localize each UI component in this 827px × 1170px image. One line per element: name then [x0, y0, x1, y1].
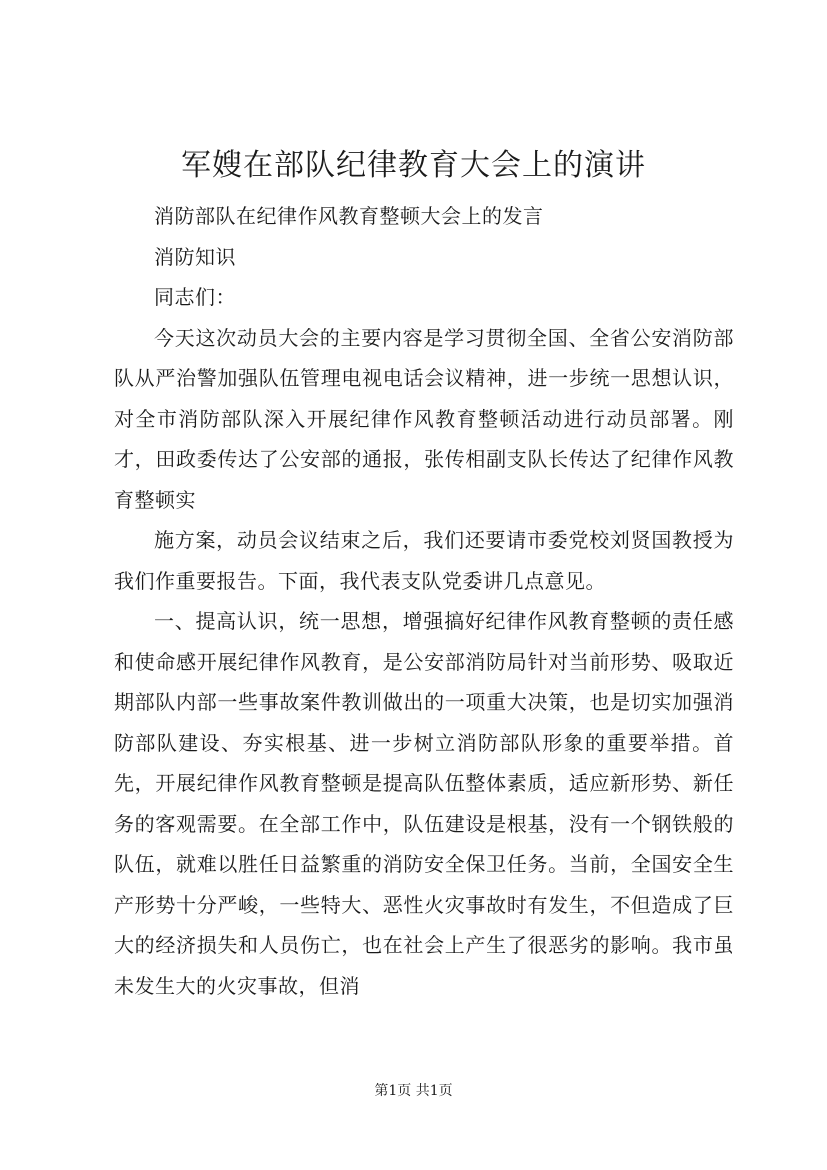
- paragraph-subtitle: 消防部队在纪律作风教育整顿大会上的发言: [154, 204, 544, 228]
- paragraph-salutation: 同志们：: [154, 285, 236, 309]
- paragraph-section-one: 一、提高认识，统一思想，增强搞好纪律作风教育整顿的责任感和使命感开展纪律作风教育，是公安部消防局针对当前形势、吸取近期部队内部一些事故案件教训做出的一项重大决策，也是切实加强消防部队建设、夯实根基、进一步树立消防部队形象的重要举措。首先，开展纪律作风教育整顿是提高队伍整体素质，适应新形势、新任务的客观需要。在全部工作中，队伍建设是根基，没有一个钢铁般的队伍，就难以胜任日益繁重的消防安全保卫任务。当前，全国安全生产形势十分严峻，一些特大、恶性火灾事故时有发生，不但造成了巨大的经济损失和人员伤亡，也在社会上产生了很恶劣的影响。我市虽未发生大的火灾事故，但消: [114, 609, 734, 998]
- document-body: [114, 196, 734, 1006]
- page-number-footer: 第1页 共1页: [374, 1083, 453, 1099]
- paragraph-plan: 施方案，动员会议结束之后，我们还要请市委党校刘贤国教授为我们作重要报告。下面，我代表支队党委讲几点意见。: [114, 528, 734, 593]
- paragraph-intro: 今天这次动员大会的主要内容是学习贯彻全国、全省公安消防部队从严治警加强队伍管理电视电话会议精神，进一步统一思想认识，对全市消防部队深入开展纪律作风教育整顿活动进行动员部署。刚才，田政委传达了公安部的通报，张传相副支队长传达了纪律作风教育整顿实: [114, 325, 734, 512]
- document-title: 军嫂在部队纪律教育大会上的演讲: [181, 148, 646, 183]
- paragraph-category: 消防知识: [154, 244, 236, 269]
